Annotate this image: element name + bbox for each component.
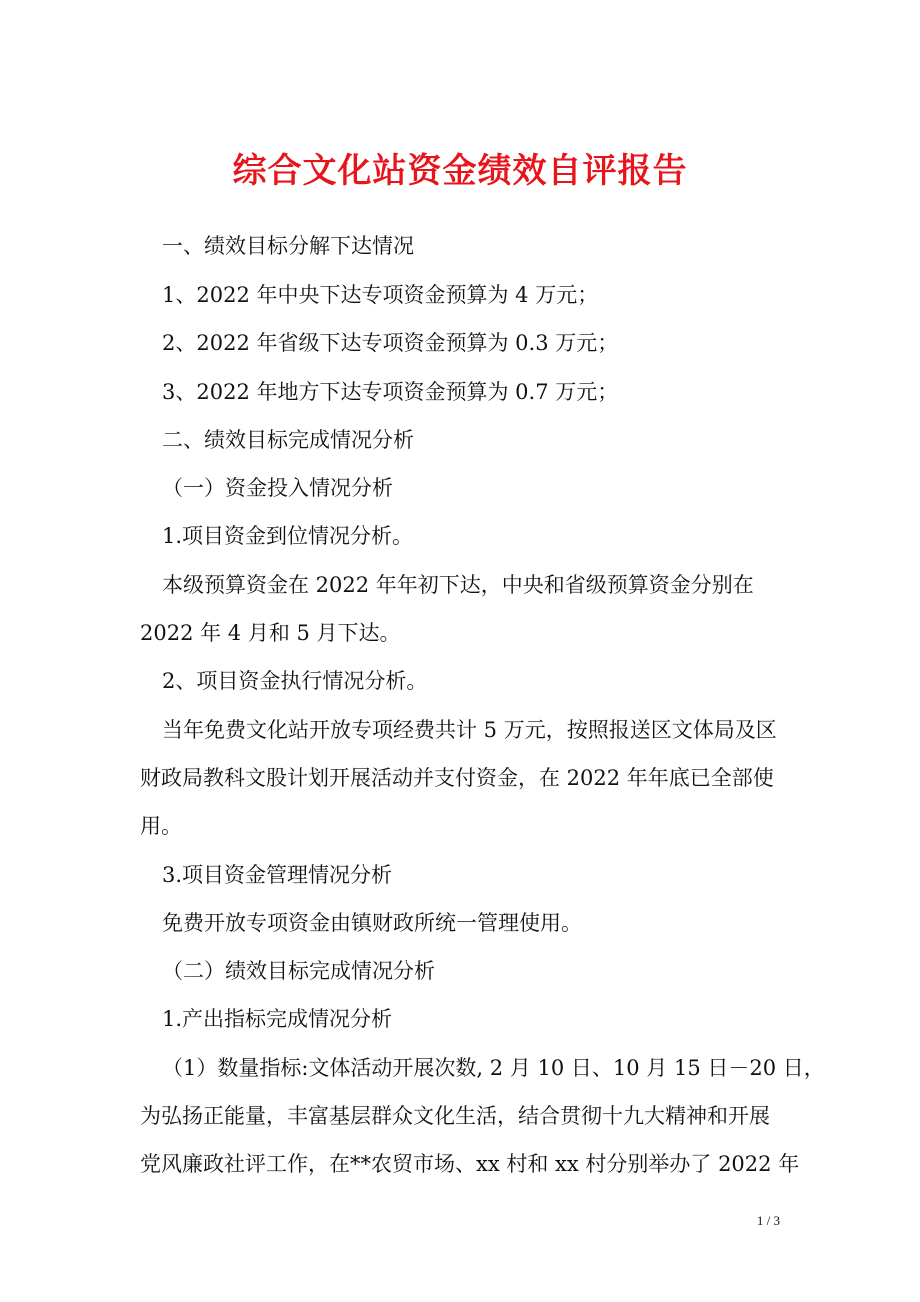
paragraph-line: 为弘扬正能量，丰富基层群众文化生活，结合贯彻十九大精神和开展 [140, 1104, 770, 1128]
section-heading-2: 二、绩效目标完成情况分析 [162, 428, 414, 452]
paragraph-line: 免费开放专项资金由镇财政所统一管理使用。 [162, 911, 582, 935]
paragraph-line: （1）数量指标:文体活动开展次数, 2 月 10 日、10 月 15 日－20 日， [162, 1056, 825, 1080]
paragraph-line: 财政局教科文股计划开展活动并支付资金，在 2022 年年底已全部使 [140, 766, 774, 790]
section-heading-1: 一、绩效目标分解下达情况 [162, 234, 414, 258]
paragraph-line: 党风廉政社评工作，在**农贸市场、xx 村和 xx 村分别举办了 2022 年 [140, 1152, 800, 1176]
paragraph-line: 本级预算资金在 2022 年年初下达，中央和省级预算资金分别在 [162, 573, 754, 597]
paragraph-line: 当年免费文化站开放专项经费共计 5 万元，按照报送区文体局及区 [162, 718, 777, 742]
list-item: 2、2022 年省级下达专项资金预算为 0.3 万元； [162, 331, 619, 355]
page-number: 1 / 3 [756, 1213, 780, 1228]
list-item: 1、2022 年中央下达专项资金预算为 4 万元； [162, 283, 599, 307]
document-title: 综合文化站资金绩效自评报告 [232, 151, 688, 191]
paragraph-line: 2022 年 4 月和 5 月下达。 [140, 621, 401, 645]
item-heading: 1.项目资金到位情况分析。 [162, 524, 414, 548]
list-item: 3、2022 年地方下达专项资金预算为 0.7 万元； [162, 380, 619, 404]
subsection-heading: （一）资金投入情况分析 [162, 476, 393, 500]
item-heading: 3.项目资金管理情况分析 [162, 863, 393, 887]
item-heading: 1.产出指标完成情况分析 [162, 1007, 393, 1031]
paragraph-line: 用。 [140, 814, 182, 838]
subsection-heading: （二）绩效目标完成情况分析 [162, 959, 435, 983]
item-heading: 2、项目资金执行情况分析。 [162, 669, 428, 693]
